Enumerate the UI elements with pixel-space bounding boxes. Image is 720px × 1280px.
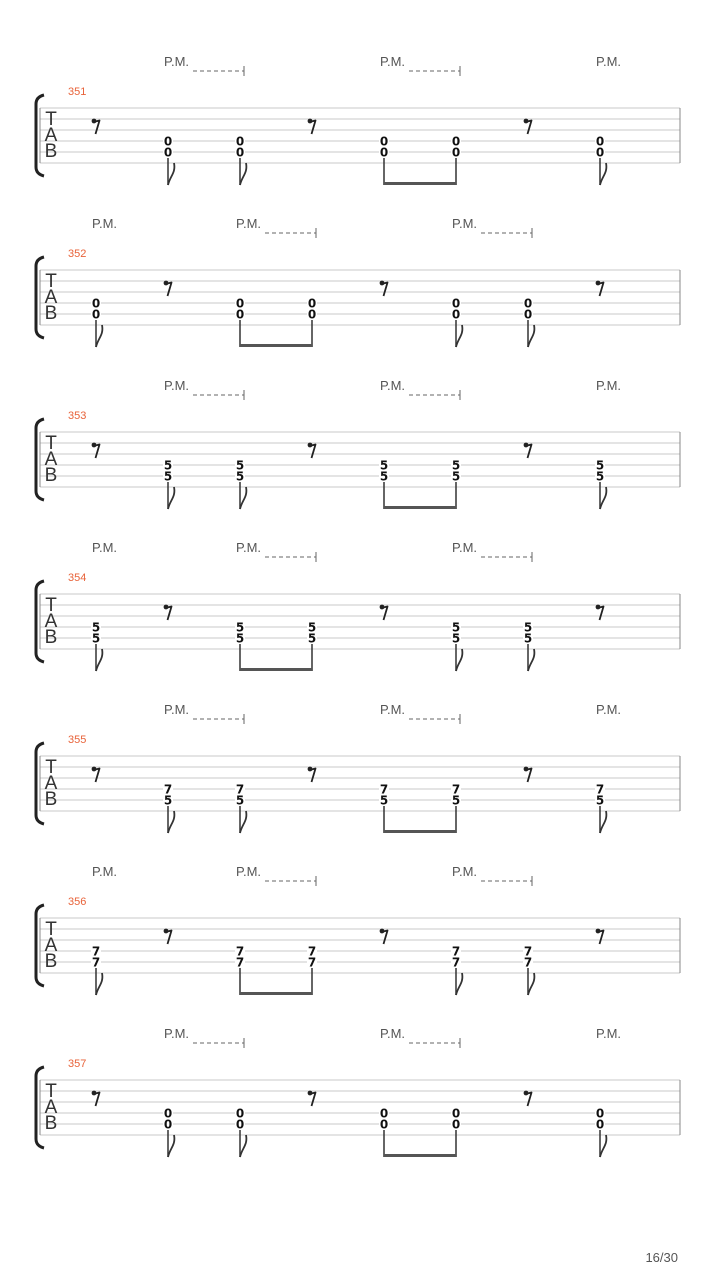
fret-number-top: 0 — [595, 1106, 605, 1121]
eighth-rest — [380, 929, 388, 944]
palm-mute-label: P.M. — [452, 864, 478, 879]
tab-system — [36, 216, 680, 347]
palm-mute-label: P.M. — [164, 54, 190, 69]
palm-mute-label: P.M. — [380, 54, 406, 69]
palm-mute-label: P.M. — [236, 864, 262, 879]
clef-letter-b: B — [44, 303, 58, 324]
note-flag — [600, 1135, 606, 1157]
fret-number-bottom: 0 — [235, 307, 245, 322]
measure-number: 354 — [68, 572, 87, 584]
clef-letter-a: A — [44, 125, 58, 146]
palm-mute-label: P.M. — [452, 540, 478, 555]
clef-letter-b: B — [44, 141, 58, 162]
fret-number-bottom: 5 — [307, 631, 317, 646]
clef-letter-b: B — [44, 789, 58, 810]
fret-number-top: 5 — [451, 458, 461, 473]
palm-mute-label: P.M. — [596, 54, 622, 69]
fret-number-bottom: 5 — [235, 631, 245, 646]
fret-number-top: 5 — [523, 620, 533, 635]
eighth-rest-stem — [309, 445, 316, 459]
fret-number-top: 0 — [523, 296, 533, 311]
palm-mute-label: P.M. — [596, 702, 622, 717]
tab-system — [36, 702, 680, 833]
note-beam — [240, 344, 312, 347]
eighth-rest — [92, 767, 100, 782]
palm-mute-label: P.M. — [236, 216, 262, 231]
fret-number-bottom: 0 — [163, 1117, 173, 1132]
fret-number-bottom: 5 — [235, 469, 245, 484]
note-beam — [240, 668, 312, 671]
eighth-rest — [596, 281, 604, 296]
tab-system — [36, 540, 680, 671]
note-flag — [528, 649, 534, 671]
note-beam — [384, 506, 456, 509]
eighth-rest-stem — [309, 769, 316, 783]
eighth-rest-stem — [93, 121, 100, 135]
measure-number: 356 — [68, 896, 87, 908]
palm-mute-label: P.M. — [596, 378, 622, 393]
fret-number-bottom: 5 — [379, 469, 389, 484]
eighth-rest-stem — [309, 121, 316, 135]
fret-number-bottom: 7 — [91, 955, 101, 970]
eighth-rest — [308, 119, 316, 134]
clef-letter-t: T — [45, 595, 57, 616]
tab-system — [36, 1026, 680, 1157]
eighth-rest-stem — [525, 1093, 532, 1107]
eighth-rest — [524, 767, 532, 782]
eighth-rest — [164, 281, 172, 296]
fret-number-bottom: 0 — [235, 145, 245, 160]
fret-number-top: 7 — [451, 782, 461, 797]
eighth-rest — [92, 443, 100, 458]
note-flag — [240, 811, 246, 833]
note-flag — [456, 325, 462, 347]
clef-letter-t: T — [45, 271, 57, 292]
palm-mute-label: P.M. — [452, 216, 478, 231]
clef-letter-b: B — [44, 951, 58, 972]
fret-number-bottom: 0 — [595, 145, 605, 160]
fret-number-bottom: 0 — [307, 307, 317, 322]
note-flag — [96, 973, 102, 995]
fret-number-top: 0 — [451, 134, 461, 149]
palm-mute-label: P.M. — [236, 540, 262, 555]
fret-number-top: 0 — [379, 1106, 389, 1121]
clef-letter-t: T — [45, 1081, 57, 1102]
note-flag — [240, 487, 246, 509]
note-flag — [168, 163, 174, 185]
fret-number-bottom: 5 — [595, 793, 605, 808]
fret-number-bottom: 0 — [451, 145, 461, 160]
fret-number-top: 5 — [595, 458, 605, 473]
fret-number-bottom: 7 — [307, 955, 317, 970]
tab-system — [36, 864, 680, 995]
note-flag — [168, 811, 174, 833]
fret-number-bottom: 0 — [379, 1117, 389, 1132]
fret-number-bottom: 5 — [163, 469, 173, 484]
clef-letter-a: A — [44, 935, 58, 956]
clef-letter-b: B — [44, 1113, 58, 1134]
fret-number-top: 7 — [235, 944, 245, 959]
eighth-rest-stem — [381, 931, 388, 945]
eighth-rest-stem — [525, 769, 532, 783]
note-flag — [456, 649, 462, 671]
eighth-rest — [596, 929, 604, 944]
note-flag — [528, 325, 534, 347]
fret-number-top: 5 — [307, 620, 317, 635]
tab-system — [36, 54, 680, 185]
fret-number-bottom: 5 — [523, 631, 533, 646]
fret-number-top: 0 — [91, 296, 101, 311]
eighth-rest-stem — [525, 121, 532, 135]
eighth-rest-stem — [381, 607, 388, 621]
eighth-rest-stem — [165, 931, 172, 945]
eighth-rest — [308, 767, 316, 782]
fret-number-top: 0 — [163, 134, 173, 149]
eighth-rest-stem — [381, 283, 388, 297]
clef-letter-a: A — [44, 773, 58, 794]
fret-number-bottom: 0 — [163, 145, 173, 160]
fret-number-top: 7 — [235, 782, 245, 797]
fret-number-top: 7 — [595, 782, 605, 797]
note-flag — [600, 163, 606, 185]
fret-number-bottom: 7 — [451, 955, 461, 970]
measure-number: 355 — [68, 734, 87, 746]
eighth-rest — [164, 929, 172, 944]
eighth-rest — [380, 605, 388, 620]
eighth-rest — [380, 281, 388, 296]
fret-number-top: 7 — [379, 782, 389, 797]
eighth-rest-stem — [597, 931, 604, 945]
fret-number-top: 0 — [451, 1106, 461, 1121]
eighth-rest — [524, 443, 532, 458]
page-number: 16/30 — [645, 1250, 678, 1265]
fret-number-bottom: 7 — [235, 955, 245, 970]
measure-number: 353 — [68, 410, 87, 422]
eighth-rest — [596, 605, 604, 620]
palm-mute-label: P.M. — [164, 378, 190, 393]
fret-number-top: 7 — [451, 944, 461, 959]
palm-mute-label: P.M. — [92, 864, 118, 879]
eighth-rest-stem — [165, 607, 172, 621]
clef-letter-t: T — [45, 919, 57, 940]
fret-number-bottom: 0 — [91, 307, 101, 322]
fret-number-top: 0 — [163, 1106, 173, 1121]
note-beam — [384, 830, 456, 833]
fret-number-bottom: 5 — [379, 793, 389, 808]
clef-letter-a: A — [44, 611, 58, 632]
note-flag — [600, 487, 606, 509]
eighth-rest-stem — [165, 283, 172, 297]
clef-letter-t: T — [45, 109, 57, 130]
note-flag — [456, 973, 462, 995]
fret-number-top: 0 — [235, 134, 245, 149]
eighth-rest — [92, 119, 100, 134]
eighth-rest — [308, 1091, 316, 1106]
note-flag — [240, 1135, 246, 1157]
eighth-rest-stem — [525, 445, 532, 459]
fret-number-top: 5 — [451, 620, 461, 635]
fret-number-bottom: 5 — [451, 469, 461, 484]
note-beam — [384, 1154, 456, 1157]
clef-letter-b: B — [44, 465, 58, 486]
eighth-rest-stem — [93, 445, 100, 459]
palm-mute-label: P.M. — [380, 1026, 406, 1041]
tab-system — [36, 378, 680, 509]
fret-number-bottom: 5 — [163, 793, 173, 808]
note-flag — [240, 163, 246, 185]
palm-mute-label: P.M. — [596, 1026, 622, 1041]
eighth-rest — [92, 1091, 100, 1106]
note-flag — [528, 973, 534, 995]
fret-number-top: 7 — [307, 944, 317, 959]
fret-number-top: 0 — [235, 1106, 245, 1121]
fret-number-bottom: 0 — [379, 145, 389, 160]
fret-number-top: 5 — [163, 458, 173, 473]
fret-number-top: 7 — [523, 944, 533, 959]
fret-number-bottom: 5 — [595, 469, 605, 484]
eighth-rest — [524, 1091, 532, 1106]
note-beam — [384, 182, 456, 185]
eighth-rest-stem — [597, 607, 604, 621]
clef-letter-t: T — [45, 757, 57, 778]
note-flag — [96, 649, 102, 671]
eighth-rest-stem — [597, 283, 604, 297]
palm-mute-label: P.M. — [164, 1026, 190, 1041]
fret-number-top: 0 — [235, 296, 245, 311]
clef-letter-a: A — [44, 287, 58, 308]
fret-number-bottom: 0 — [451, 307, 461, 322]
note-flag — [96, 325, 102, 347]
palm-mute-label: P.M. — [92, 540, 118, 555]
note-flag — [168, 487, 174, 509]
palm-mute-label: P.M. — [164, 702, 190, 717]
fret-number-bottom: 5 — [91, 631, 101, 646]
fret-number-top: 0 — [379, 134, 389, 149]
measure-number: 357 — [68, 1058, 87, 1070]
fret-number-bottom: 7 — [523, 955, 533, 970]
fret-number-top: 0 — [307, 296, 317, 311]
palm-mute-label: P.M. — [380, 378, 406, 393]
eighth-rest — [308, 443, 316, 458]
fret-number-bottom: 0 — [451, 1117, 461, 1132]
eighth-rest-stem — [93, 1093, 100, 1107]
fret-number-bottom: 0 — [523, 307, 533, 322]
fret-number-top: 5 — [91, 620, 101, 635]
eighth-rest-stem — [93, 769, 100, 783]
fret-number-bottom: 5 — [235, 793, 245, 808]
fret-number-top: 7 — [91, 944, 101, 959]
fret-number-bottom: 5 — [451, 631, 461, 646]
fret-number-top: 5 — [235, 620, 245, 635]
eighth-rest-stem — [309, 1093, 316, 1107]
palm-mute-label: P.M. — [380, 702, 406, 717]
measure-number: 351 — [68, 86, 87, 98]
fret-number-bottom: 5 — [451, 793, 461, 808]
eighth-rest — [524, 119, 532, 134]
fret-number-top: 0 — [451, 296, 461, 311]
measure-number: 352 — [68, 248, 87, 260]
fret-number-bottom: 0 — [595, 1117, 605, 1132]
eighth-rest — [164, 605, 172, 620]
note-flag — [168, 1135, 174, 1157]
fret-number-top: 7 — [163, 782, 173, 797]
note-beam — [240, 992, 312, 995]
fret-number-top: 5 — [379, 458, 389, 473]
clef-letter-a: A — [44, 1097, 58, 1118]
note-flag — [600, 811, 606, 833]
clef-letter-a: A — [44, 449, 58, 470]
fret-number-bottom: 0 — [235, 1117, 245, 1132]
clef-letter-b: B — [44, 627, 58, 648]
fret-number-top: 0 — [595, 134, 605, 149]
systems-layer — [36, 54, 680, 1157]
palm-mute-label: P.M. — [92, 216, 118, 231]
clef-letter-t: T — [45, 433, 57, 454]
fret-number-top: 5 — [235, 458, 245, 473]
